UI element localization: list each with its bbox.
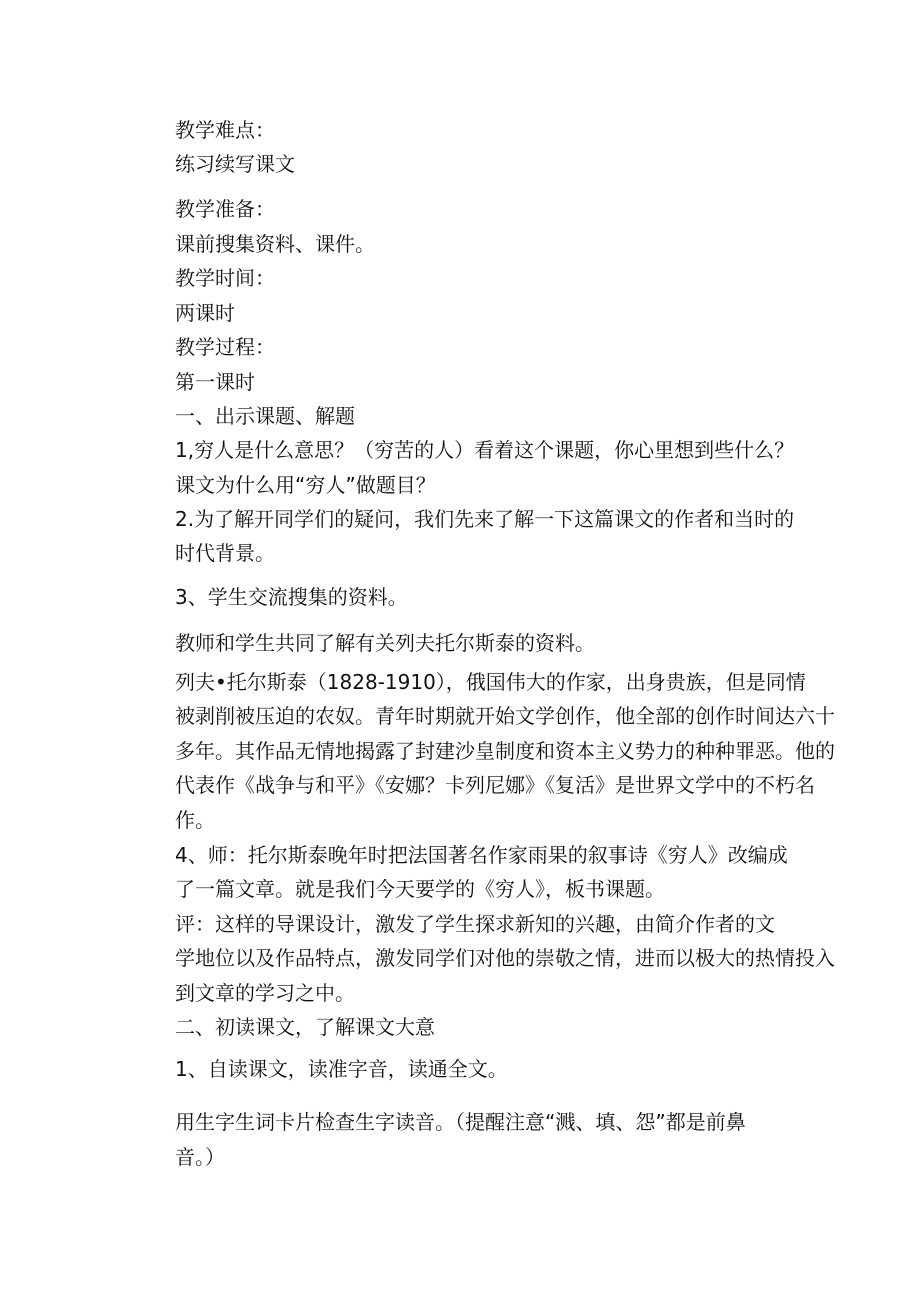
paragraph-line: 了一篇文章。就是我们今天要学的《穷人》，板书课题。 [175,877,665,901]
paragraph-line: 音。） [175,1145,225,1169]
paragraph-line: 两课时 [175,301,235,325]
paragraph-line: 课文为什么用“穷人”做题目？ [175,473,436,497]
paragraph-line: 到文章的学习之中。 [175,981,355,1005]
paragraph-line: 评：这样的导课设计，激发了学生探求新知的兴趣，由简介作者的文 [175,912,775,936]
paragraph-line: 课前搜集资料、课件。 [175,232,375,256]
paragraph-line: 列夫•托尔斯泰（1828-1910），俄国伟大的作家，出身贵族，但是同情 [175,670,806,694]
paragraph-line: 2.为了解开同学们的疑问，我们先来了解一下这篇课文的作者和当时的 [175,507,795,531]
paragraph-line: 多年。其作品无情地揭露了封建沙皇制度和资本主义势力的种种罪恶。他的 [175,739,835,763]
heading-teaching-difficulty: 教学难点： [175,118,275,142]
paragraph-line: 教师和学生共同了解有关列夫托尔斯泰的资料。 [175,631,595,655]
paragraph-line: 代表作《战争与和平》《安娜？卡列尼娜》《复活》是世界文学中的不朽名 [175,773,815,797]
paragraph-line: 练习续写课文 [175,152,295,176]
paragraph-line: 作。 [175,808,215,832]
paragraph-line: 用生字生词卡片检查生字读音。（提醒注意“溅、填、怨”都是前鼻 [175,1110,746,1134]
paragraph-line: 学地位以及作品特点，激发同学们对他的崇敬之情，进而以极大的热情投入 [175,946,835,970]
heading-teaching-process: 教学过程： [175,335,275,359]
heading-first-lesson: 第一课时 [175,370,255,394]
heading-teaching-preparation: 教学准备： [175,197,275,221]
paragraph-line: 被剥削被压迫的农奴。青年时期就开始文学创作，他全部的创作时间达六十 [175,704,835,728]
paragraph-line: 时代背景。 [175,541,275,565]
paragraph-line: 1、自读课文，读准字音，读通全文。 [175,1057,508,1081]
paragraph-line: 4、师：托尔斯泰晚年时把法国著名作家雨果的叙事诗《穷人》改编成 [175,843,788,867]
paragraph-line: 1,穷人是什么意思？（穷苦的人）看着这个课题，你心里想到些什么？ [175,438,795,462]
section-heading: 一、出示课题、解题 [175,404,355,428]
paragraph-line: 3、学生交流搜集的资料。 [175,585,408,609]
heading-teaching-time: 教学时间： [175,266,275,290]
section-heading: 二、初读课文，了解课文大意 [175,1015,435,1039]
